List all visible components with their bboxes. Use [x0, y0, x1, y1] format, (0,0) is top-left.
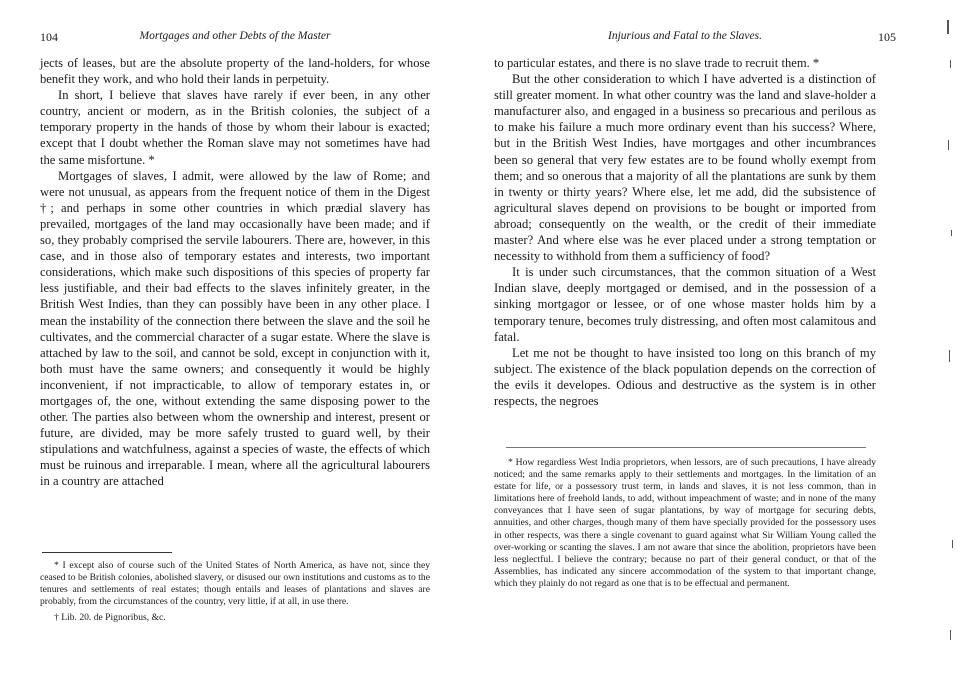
left-page-body [40, 55, 430, 490]
left-page [40, 0, 430, 700]
right-paragraph-4: Let me not be thought to have insisted too long on this branch of my subject. The existence of the black population depends on the correction of the evils it developes. Odious and destructive as the system is in other respects, the negroes [494, 345, 876, 408]
right-paragraph-3: It is under such circumstances, that the common situation of a West Indian slave, deeply mortgaged or demised, and in the possession of a sinking mortgagor or lessee, or of one whose master holds him by a temporary tenure, becomes truly distressing, and often most calamitous and fatal. [494, 265, 876, 344]
right-paragraph-2: But the other consideration to which I have adverted is a distinction of still greater moment. In what other country was the land and slave-holder a manufacturer also, and engaged in a business so precarious and perilous as to make his failure a much more ordinary event than his success? Where, but in the British West Indies, have mortgages and other incumbrances been so general that very few estates are to be found wholly exempt from them; and so onerous that a majority of all the plantations are sunk by them in twenty or thirty years? Where else, let me add, did the subsistence of agricultural slaves depend on provisions to be bought or imported from abroad; consequently on the wealth, or the credit of their immediate master? And where else was he ever placed under a strong temptation or necessity to withhold from them a sufficiency of food? [494, 72, 876, 264]
right-page-header [494, 30, 896, 46]
left-paragraph-3: Mortgages of slaves, I admit, were allowed by the law of Rome; and were not unusual, as appears from the frequent notice of them in the Digest †; and perhaps in some other countries in which prædial slavery has prevailed, mortgages of the land may occasionally have been made; and if so, they probably comprised the servile labourers. There are, however, in this case, and in those also of temporary estates and interests, two important considerations, which make such dispositions of this species of property far less justifiable, and their bad effects to the slaves infinitely greater, in the British West Indies, than they can possibly have been in any other place. I mean the instability of the connection there between the slave and the soil he cultivates, and the commercial character of a sugar estate. Where the slave is attached by law to the soil, and cannot be sold, except in conjunction with it, both must have the same owners; and consequently it would be highly inconvenient, if not impracticable, to allow of temporary estates in, or mortgages of, the one, without extending the same disposing power to the other. The parties also between whom the ownership and interest, present or future, are divided, may be more safely trusted to guard well, by their stipulations and watchfulness, against a species of waste, the effects of which must be ruinous and irreparable. I mean, where all the agricultural labourers in a country are attached [40, 168, 430, 489]
left-footnote-rule [42, 552, 172, 553]
right-page-number: 105 [878, 30, 896, 44]
left-page-number: 104 [40, 30, 58, 44]
left-page-header [40, 30, 430, 46]
right-paragraph-1: to particular estates, and there is no slave trade to recruit them. * [494, 56, 820, 70]
left-running-head: Mortgages and other Debts of the Master [139, 30, 331, 42]
right-page-body [494, 55, 876, 409]
left-footnote-2: † Lib. 20. de Pignoribus, &c. [54, 612, 166, 624]
left-paragraph-1: jects of leases, but are the absolute property of the land-holders, for whose benefit they work, and who hold their lands in perpetuity. [40, 56, 430, 87]
left-footnote-1: * I except also of course such of the United States of North America, as have not, since they ceased to be British colonies, abolished slavery, or disused our own institutions and customs as to the tenures and settlements of real estates; though entails and leases of plantations and slaves are probably, from the circumstances of the country, very little, if at all, in use there. [40, 560, 430, 608]
right-footnotes [494, 457, 876, 590]
binding-edge-marks [944, 20, 964, 660]
left-paragraph-2: In short, I believe that slaves have rarely if ever been, in any other country, ancient or modern, as in the British colonies, the subject of a temporary property in the hands of those by whom their labour is exacted; except that I doubt whether the Roman slave may not sometimes have had the same misfortune. * [40, 88, 430, 167]
right-page [494, 0, 896, 700]
right-running-head: Injurious and Fatal to the Slaves. [608, 30, 762, 42]
right-footnote-1: * How regardless West India proprietors, when lessors, are of such precautions, I have already noticed; and the same remarks apply to their settlements and mortgages. In the limitation of an estate for life, or a possessory trust term, in lands and slaves, it is not less common, than in limitations here of freehold lands, to add, without impeachment of waste; and in none of the many conveyances that I have seen of sugar plantations, by way of mortgage for securing debts, annuities, and other charges, though many of them have specially provided for the possessory uses in other respects, was there a single covenant to guard against what Sir William Young called the over-working or scanting the slaves. I am not aware that since the abolition, proprietors have been less neglectful. I believe the contrary; because no part of their general conduct, or that of the Assemblies, has indicated any sincere accommodation of the system to that important change, which they plainly do not regard as one that is to be effectual and permanent. [494, 457, 876, 589]
left-footnotes [40, 560, 430, 624]
right-footnote-rule [506, 447, 866, 448]
